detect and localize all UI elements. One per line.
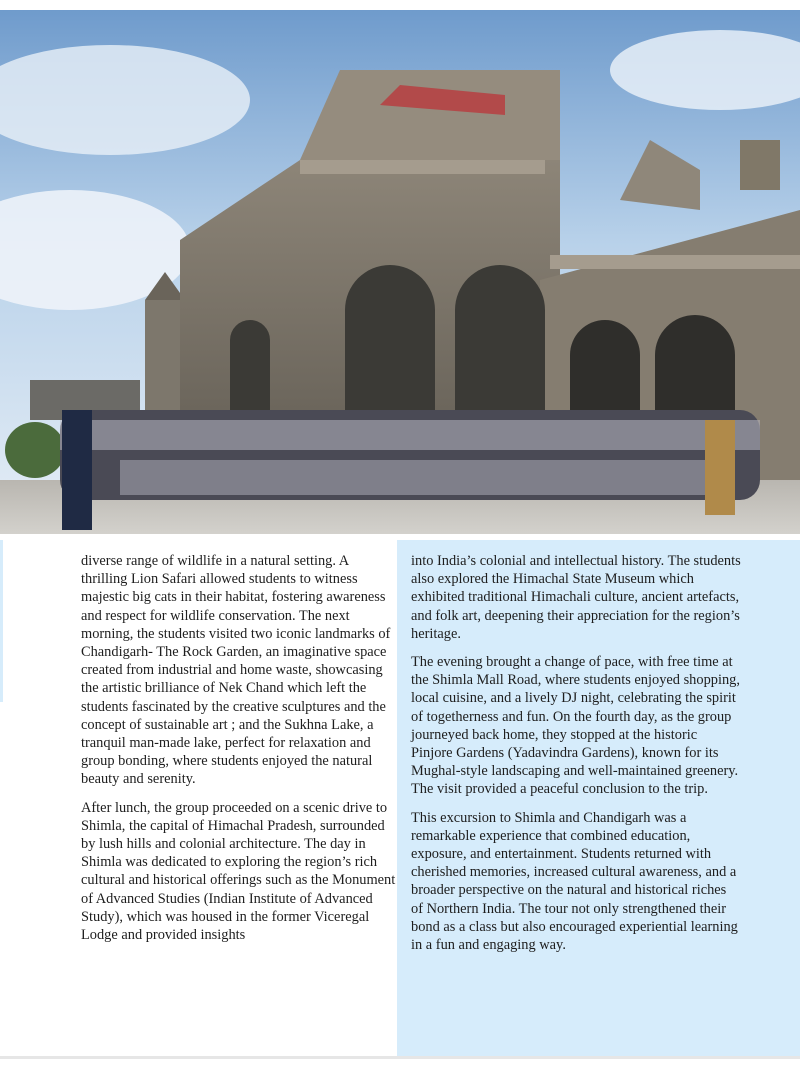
article-column-right [411, 552, 741, 964]
paragraph: The evening brought a change of pace, with free time at the Shimla Mall Road, where students enjoyed shopping, local cuisine, and a lively DJ night, celebrating the spirit of togetherness and fun. On the fourth day, as the group journeyed back home, they stopped at the historic Pinjore Gardens (Yadavindra Gardens), known for its Mughal-style landscaping and well-maintained greenery. The visit provided a peaceful conclusion to the trip. [411, 654, 740, 798]
teacher [62, 410, 92, 530]
paragraph: This excursion to Shimla and Chandigarh was a remarkable experience that combined education, exposure, and entertainment. Students returned with cherished memories, increased cultural awareness, and a broader perspective on the natural and historical riches of Northern India. The tour not only strengthened their bond as a class but also encouraged experiential learning in a fun and engaging way. [411, 809, 738, 954]
upper-storey [300, 70, 560, 160]
arch [655, 315, 735, 410]
paragraph: diverse range of wildlife in a natural setting. A thrilling Lion Safari allowed students to witness majestic big cats in their habitat, fostering awareness and respect for wildlife conservation. The next morning, the students visited two iconic landmarks of Chandigarh- The Rock Garden, an imaginative space created from industrial and home waste, showcasing the artistic brilliance of Nek Chand which left the students fascinated by the creative sculptures and the concept of sustainable art ; and the Sukhna Lake, a tranquil man-made lake, perfect for relaxation and group bonding, where students enjoyed the natural beauty and serenity. [81, 553, 391, 788]
group-photo-illustration [0, 10, 800, 534]
balcony-right [550, 255, 800, 269]
paragraph: into India’s colonial and intellectual history. The students also explored the Himachal State Museum which exhibited traditional Himachali culture, ancient artefacts, and folk art, deepening their appreciation for the region’s heritage. [411, 553, 741, 642]
left-accent-strip [0, 540, 3, 702]
balcony [300, 160, 545, 174]
student-group-front [120, 460, 720, 495]
group-photo [0, 10, 800, 534]
arch [570, 320, 640, 410]
arch [345, 265, 435, 410]
tree [5, 422, 65, 478]
tower [145, 300, 185, 410]
teacher [705, 420, 735, 515]
bottom-divider [0, 1056, 800, 1059]
student-group-uniforms [60, 420, 760, 450]
paragraph: After lunch, the group proceeded on a scenic drive to Shimla, the capital of Himachal Pradesh, surrounded by lush hills and colonial architecture. The day in Shimla was dedicated to exploring the region’s rich cultural and historical offerings such as the Monument of Advanced Studies (Indian Institute of Advanced Study), which was housed in the former Viceregal Lodge and provided insights [81, 799, 396, 944]
chimney [740, 140, 780, 190]
arch [230, 320, 270, 410]
arch [455, 265, 545, 410]
article-column-left [81, 552, 397, 954]
